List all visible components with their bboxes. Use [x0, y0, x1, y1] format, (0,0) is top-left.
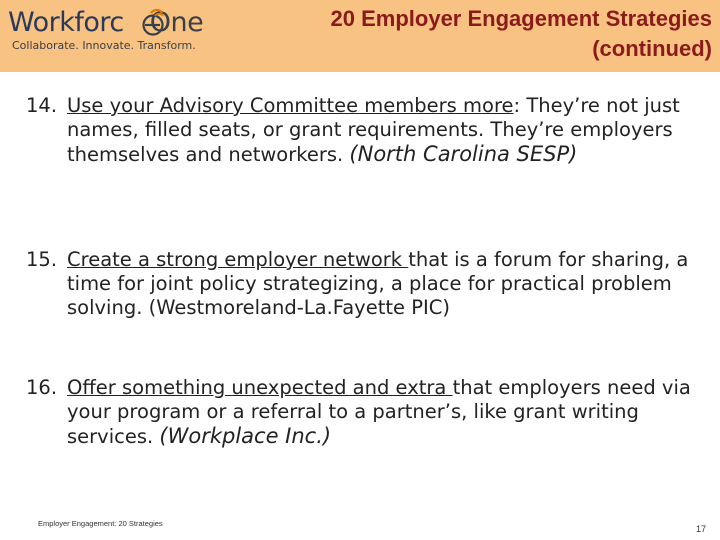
workforce-one-logo: [8, 6, 208, 56]
item-source: (Workplace Inc.): [159, 424, 332, 448]
header-bar: [0, 0, 720, 72]
logo-wordmark: Workforc One: [8, 7, 204, 38]
list-item: [26, 94, 696, 167]
item-highlight: Create a strong employer network: [67, 248, 409, 271]
list-item: [26, 376, 696, 449]
item-text: [67, 248, 696, 320]
page-title: [252, 4, 712, 64]
list-item: [26, 248, 696, 320]
logo-swoosh-icon: [140, 8, 166, 38]
item-body: : They’re not just names, filled seats, or grant requirements. They’re employers themselves and networkers.: [67, 94, 680, 166]
item-text: [67, 94, 696, 167]
item-number: 16.: [26, 376, 58, 399]
item-body: that is a forum for sharing, a time for joint policy strategizing, a place for practical problem solving. (Westmoreland-La.Fayette PIC): [67, 248, 689, 319]
logo-tagline: Collaborate. Innovate. Transform.: [12, 39, 196, 52]
item-source: (North Carolina SESP): [349, 142, 578, 166]
item-number: 15.: [26, 248, 58, 271]
title-line-1: 20 Employer Engagement Strategies: [330, 6, 712, 31]
item-body: that employers need via your program or a referral to a partner’s, like grant writing services.: [67, 376, 691, 448]
item-text: [67, 376, 696, 449]
footer-label: Employer Engagement: 20 Strategies: [38, 519, 163, 528]
item-number: 14.: [26, 94, 58, 117]
title-line-2: (continued): [592, 36, 712, 61]
item-highlight: Use your Advisory Committee members more: [67, 94, 514, 117]
item-highlight: Offer something unexpected and extra: [67, 376, 453, 399]
page-number: 17: [695, 524, 706, 534]
